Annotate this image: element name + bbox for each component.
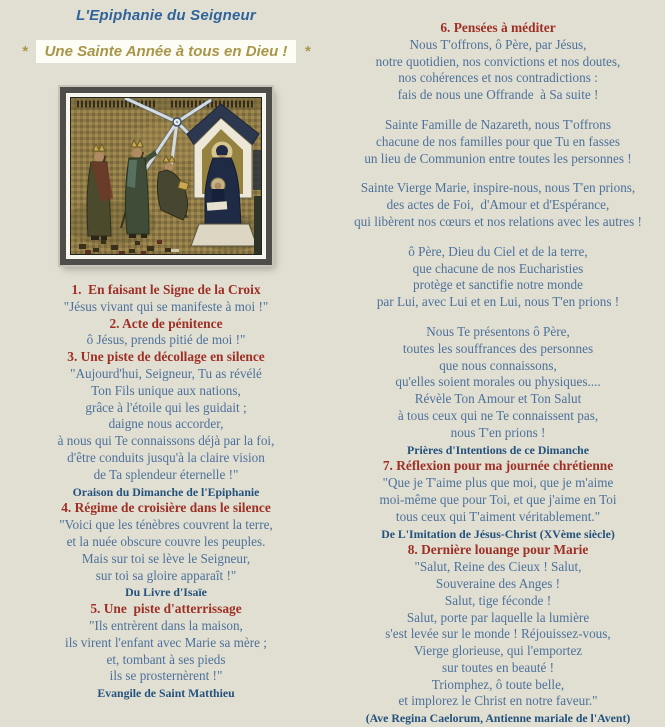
prayer-section: [0, 500, 332, 601]
prayer-line: "Ils entrèrent dans la maison,: [89, 617, 243, 633]
prayer-line: de Ta splendeur éternelle !": [93, 466, 239, 482]
prayer-paragraph: [332, 244, 664, 311]
prayer-line: Souveraine des Anges !: [435, 575, 561, 591]
prayer-line: "Salut, Reine des Cieux ! Salut,: [414, 559, 582, 575]
prayer-line: Sainte Vierge Marie, inspire-nous, nous T'en prions,: [360, 180, 636, 196]
source-attribution: Evangile de Saint Matthieu: [97, 686, 235, 701]
prayer-paragraph: [0, 517, 332, 584]
prayer-line: "Que je T'aime plus que moi, que je m'aime: [382, 475, 614, 491]
prayer-line: et, tombant à ses pieds: [106, 651, 226, 667]
prayer-line: sur toutes en beauté !: [441, 659, 555, 675]
prayer-line: ô Père, Dieu du Ciel et de la terre,: [408, 243, 588, 259]
prayer-line: ô Jésus, prends pitié de moi !": [86, 332, 246, 348]
prayer-line: à tous ceux qui ne Te connaissent pas,: [397, 407, 599, 423]
prayer-paragraph: [332, 324, 664, 442]
prayer-line: ils se prosternèrent !": [109, 668, 223, 684]
section-heading: 8. Dernière louange pour Marie: [407, 542, 589, 558]
prayer-line: toutes les souffrances des personnes: [402, 340, 594, 356]
subtitle-star-right: *: [304, 43, 311, 60]
prayer-line: Nous Te présentons ô Père,: [426, 323, 570, 339]
section-heading: 6. Pensées à méditer: [440, 20, 556, 35]
prayer-line: Vierge glorieuse, qui l'emportez: [413, 643, 583, 659]
section-heading: 7. Réflexion pour ma journée chrétienne: [382, 458, 614, 474]
prayer-line: par Lui, avec Lui et en Lui, nous T'en prions !: [376, 294, 620, 310]
prayer-line: sur toi sa gloire apparaît !": [95, 567, 237, 583]
prayer-section: [0, 282, 332, 316]
source-attribution: De L'Imitation de Jésus-Christ (XVème siècle): [381, 526, 615, 541]
section-heading: 1. En faisant le Signe de la Croix: [71, 282, 261, 297]
section-heading: 3. Une piste de décollage en silence: [67, 349, 265, 365]
prayer-section: [0, 349, 332, 500]
prayer-line: qu'elles soient morales ou physiques....: [395, 374, 601, 390]
prayer-paragraph: [332, 180, 664, 230]
subtitle-highlight: Une Sainte Année à tous en Dieu !: [36, 40, 297, 63]
prayer-line: daigne nous accorder,: [108, 416, 224, 432]
section-heading: 2. Acte de pénitence: [109, 315, 223, 331]
mosaic-inscription-band: [71, 98, 261, 110]
subtitle-star-left: *: [21, 43, 28, 60]
prayer-paragraph: [332, 37, 664, 104]
prayer-line: moi-même que pour Toi, et que j'aime en Toi: [379, 491, 617, 507]
prayer-line: s'est levée sur le monde ! Réjouissez-vous,: [385, 626, 611, 642]
prayer-line: "Jésus vivant qui se manifeste à moi !": [63, 298, 269, 314]
prayer-section: [332, 542, 664, 727]
prayer-line: Triomphez, ô toute belle,: [431, 676, 565, 692]
prayer-line: que chacune de nos Eucharisties: [412, 260, 584, 276]
epiphany-figure: [0, 87, 332, 265]
source-attribution: (Ave Regina Caelorum, Antienne mariale de l'Avent): [365, 711, 631, 726]
prayer-line: Salut, porte par laquelle la lumière: [406, 609, 590, 625]
prayer-paragraph: [0, 618, 332, 685]
prayer-paragraph: [0, 299, 332, 316]
right-sections: [332, 20, 664, 727]
prayer-line: que nous connaissons,: [439, 357, 557, 373]
prayer-line: fais de nous une Offrande à Sa suite !: [397, 87, 599, 103]
prayer-line: Ton Fils unique aux nations,: [91, 382, 241, 398]
prayer-line: Révèle Ton Amour et Ton Salut: [414, 391, 582, 407]
page-title: L'Epiphanie du Seigneur: [76, 7, 256, 24]
prayer-line: et implorez le Christ en notre faveur.": [398, 693, 598, 709]
prayer-line: à nous qui Te connaissons déjà par la foi,: [57, 433, 275, 449]
prayer-line: protège et sanctifie notre monde: [413, 277, 583, 293]
prayer-line: des actes de Foi, d'Amour et d'Espérance,: [386, 197, 610, 213]
prayer-line: chacune de nos familles pour que Tu en fasses: [376, 133, 620, 149]
left-sections: [0, 282, 332, 702]
prayer-line: ils virent l'enfant avec Marie sa mère ;: [65, 634, 267, 650]
prayer-paragraph: [0, 332, 332, 349]
prayer-line: Salut, tige féconde !: [444, 592, 552, 608]
left-column: [0, 0, 332, 720]
prayer-line: nos cohérences et nos contradictions :: [398, 70, 598, 86]
prayer-line: tous ceux qui T'aiment véritablement.": [395, 508, 601, 524]
section-heading: 5. Une piste d'atterrissage: [90, 601, 242, 617]
prayer-paragraph: [0, 366, 332, 484]
prayer-line: qui libèrent nos cœurs et nos relations avec les autres !: [354, 213, 642, 229]
right-column: [332, 0, 664, 726]
prayer-line: "Aujourd'hui, Seigneur, Tu as révélé: [70, 365, 262, 381]
section-heading: 4. Régime de croisière dans le silence: [61, 500, 271, 516]
source-attribution: Oraison du Dimanche de l'Epiphanie: [72, 484, 260, 499]
epiphany-mosaic-image: [70, 97, 262, 255]
prayer-line: grâce à l'étoile qui les guidait ;: [85, 399, 247, 415]
prayer-paragraph: [332, 117, 664, 167]
epiphany-image-frame: [60, 87, 272, 265]
prayer-line: d'être conduits jusqu'à la claire vision: [67, 449, 265, 465]
prayer-line: Nous T'offrons, ô Père, par Jésus,: [409, 36, 587, 52]
source-attribution: Prières d'Intentions de ce Dimanche: [407, 442, 589, 457]
prayer-section: [0, 601, 332, 702]
subtitle: [0, 40, 332, 63]
prayer-section: [332, 458, 664, 542]
mary-and-child: [187, 104, 261, 254]
source-attribution: Du Livre d'Isaïe: [125, 585, 207, 600]
prayer-line: un lieu de Communion entre toutes les personnes !: [364, 150, 632, 166]
prayer-line: Mais sur toi se lève le Seigneur,: [81, 550, 251, 566]
prayer-paragraph: [332, 475, 664, 525]
prayer-line: Sainte Famille de Nazareth, nous T'offrons: [384, 116, 612, 132]
prayer-paragraph: [332, 559, 664, 710]
prayer-line: nous T'en prions !: [450, 424, 546, 440]
prayer-section: [0, 316, 332, 350]
prayer-line: notre quotidien, nos convictions et nos doutes,: [375, 53, 621, 69]
prayer-line: et la nuée obscure couvre les peuples.: [66, 533, 266, 549]
prayer-line: "Voici que les ténèbres couvrent la terre,: [59, 517, 273, 533]
prayer-section: [332, 20, 664, 458]
